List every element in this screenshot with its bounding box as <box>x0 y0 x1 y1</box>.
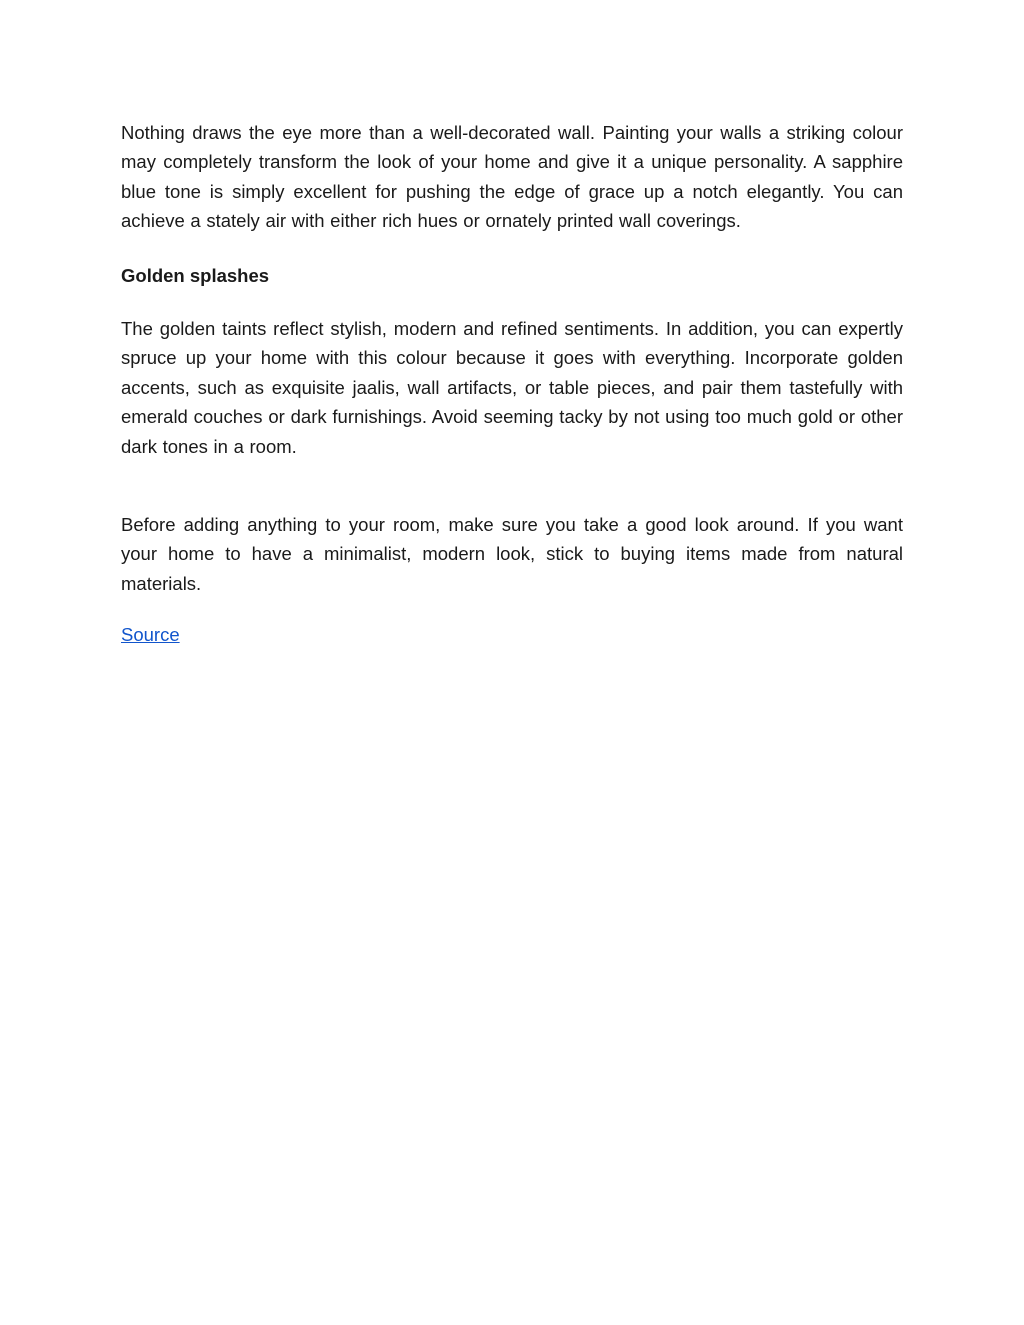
source-link[interactable]: Source <box>121 624 180 646</box>
spacer <box>121 461 903 510</box>
closing-paragraph: Before adding anything to your room, make sure you take a good look around. If you want your home to have a minimalist, modern look, stick to buying items made from natural materials. <box>121 514 903 594</box>
section-heading: Golden splashes <box>121 264 270 286</box>
golden-paragraph: The golden taints reflect stylish, modern and refined sentiments. In addition, you can expertly spruce up your home with this colour because it goes with everything. Incorporate golden accents, such as exquisite jaalis, wall artifacts, or table pieces, and pair them tastefully with emerald couches or dark furnishings. Avoid seeming tacky by not using too much gold or other dark tones in a room. <box>121 318 903 457</box>
document-page <box>121 118 903 650</box>
spacer <box>121 236 903 261</box>
spacer <box>121 290 903 314</box>
spacer <box>121 598 903 620</box>
intro-paragraph: Nothing draws the eye more than a well-decorated wall. Painting your walls a striking colour may completely transform the look of your home and give it a unique personality. A sapphire blue tone is simply excellent for pushing the edge of grace up a notch elegantly. You can achieve a stately air with either rich hues or ornately printed wall coverings. <box>121 122 903 232</box>
